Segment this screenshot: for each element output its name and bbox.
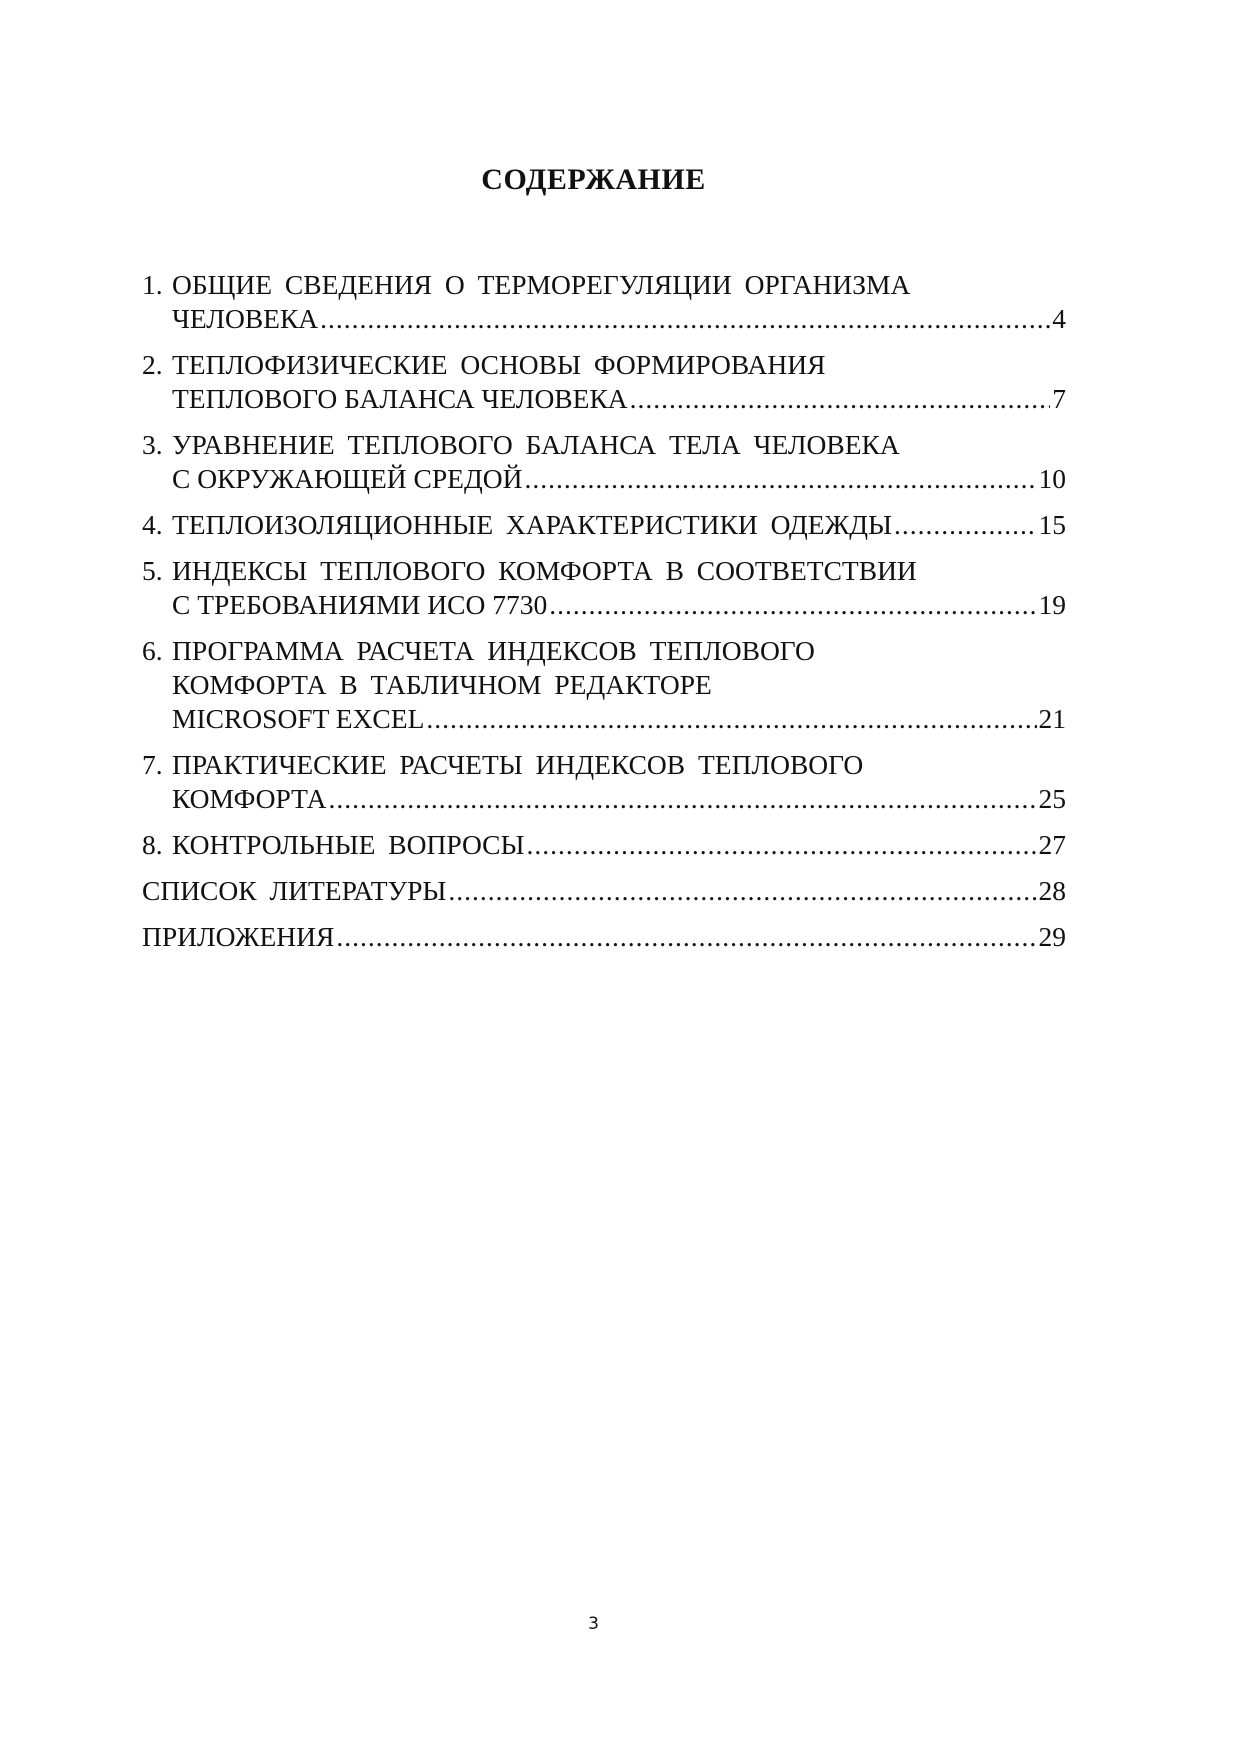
toc-page-number: 4 <box>1052 303 1066 334</box>
toc-page-number: 25 <box>1038 783 1066 814</box>
toc-entry-number: 6. <box>142 635 163 666</box>
toc-entry-title-line: КОМФОРТА В ТАБЛИЧНОМ РЕДАКТОРЕ <box>172 669 712 700</box>
dot-leader <box>320 302 1050 336</box>
toc-entry-8[interactable] <box>142 828 1066 862</box>
toc-entry-title-line: СПИСОК ЛИТЕРАТУРЫ <box>142 875 447 906</box>
toc-entry-6[interactable] <box>142 634 1066 736</box>
toc-entry-4[interactable] <box>142 508 1066 542</box>
toc-entry-title-line: ЧЕЛОВЕКА <box>172 303 319 334</box>
toc-entry-title-line: MICROSOFT EXCEL <box>172 703 425 734</box>
toc-entry-7[interactable] <box>142 748 1066 816</box>
page-number: 3 <box>588 1614 599 1634</box>
dot-leader <box>426 702 1036 736</box>
page-title: СОДЕРЖАНИЕ <box>481 163 706 196</box>
toc-page-number: 21 <box>1038 703 1066 734</box>
toc-page-number: 10 <box>1038 463 1066 494</box>
toc-entry-title-line: ПРАКТИЧЕСКИЕ РАСЧЕТЫ ИНДЕКСОВ ТЕПЛОВОГО <box>172 749 864 780</box>
toc-entry-title-line: ПРИЛОЖЕНИЯ <box>142 921 335 952</box>
toc-entry-title-line: ПРОГРАММА РАСЧЕТА ИНДЕКСОВ ТЕПЛОВОГО <box>172 635 815 666</box>
toc-entry-number: 2. <box>142 349 163 380</box>
toc-entry-title-line: УРАВНЕНИЕ ТЕПЛОВОГО БАЛАНСА ТЕЛА ЧЕЛОВЕКА <box>172 429 900 460</box>
toc-entry-title-line: С ТРЕБОВАНИЯМИ ИСО 7730 <box>172 589 548 620</box>
dot-leader <box>549 588 1036 622</box>
dot-leader <box>448 874 1036 908</box>
dot-leader <box>328 782 1036 816</box>
toc-entry-appendices[interactable] <box>142 920 1066 954</box>
toc-page-number: 28 <box>1038 875 1066 906</box>
toc-page-number: 19 <box>1038 589 1066 620</box>
toc-entry-number: 8. <box>142 829 163 860</box>
toc-entry-3[interactable] <box>142 428 1066 496</box>
dot-leader <box>524 462 1036 496</box>
toc-entry-title-line: ИНДЕКСЫ ТЕПЛОВОГО КОМФОРТА В СООТВЕТСТВИИ <box>172 555 917 586</box>
toc-entry-title-line: ТЕПЛОИЗОЛЯЦИОННЫЕ ХАРАКТЕРИСТИКИ ОДЕЖДЫ <box>172 509 892 540</box>
dot-leader <box>894 508 1037 542</box>
dot-leader <box>630 382 1051 416</box>
toc-page-number: 15 <box>1038 509 1066 540</box>
toc-page-number: 27 <box>1038 829 1066 860</box>
toc-entry-title-line: С ОКРУЖАЮЩЕЙ СРЕДОЙ <box>172 463 523 494</box>
toc-entry-title-line: ОБЩИЕ СВЕДЕНИЯ О ТЕРМОРЕГУЛЯЦИИ ОРГАНИЗМА <box>172 269 911 300</box>
toc-entry-number: 4. <box>142 509 163 540</box>
table-of-contents <box>142 268 1066 966</box>
toc-entry-title-line: КОМФОРТА <box>172 783 327 814</box>
toc-entry-number: 3. <box>142 429 163 460</box>
toc-entry-title-line: КОНТРОЛЬНЫЕ ВОПРОСЫ <box>172 829 525 860</box>
toc-page-number: 7 <box>1052 383 1066 414</box>
toc-entry-1[interactable] <box>142 268 1066 336</box>
toc-entry-title-line: ТЕПЛОФИЗИЧЕСКИЕ ОСНОВЫ ФОРМИРОВАНИЯ <box>172 349 826 380</box>
toc-entry-number: 5. <box>142 555 163 586</box>
toc-entry-5[interactable] <box>142 554 1066 622</box>
toc-entry-number: 7. <box>142 749 163 780</box>
toc-page-number: 29 <box>1038 921 1066 952</box>
dot-leader <box>526 828 1036 862</box>
dot-leader <box>336 920 1036 954</box>
toc-entry-title-line: ТЕПЛОВОГО БАЛАНСА ЧЕЛОВЕКА <box>172 383 628 414</box>
toc-entry-2[interactable] <box>142 348 1066 416</box>
toc-entry-references[interactable] <box>142 874 1066 908</box>
toc-entry-number: 1. <box>142 269 163 300</box>
